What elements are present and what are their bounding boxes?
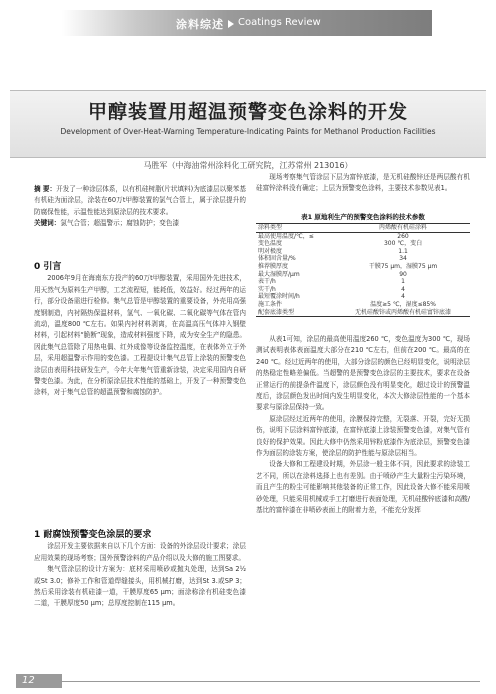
title-box (10, 90, 486, 158)
section-1-paragraph-2: 集气管涂层的设计方案为：底材采用喷砂或抛丸处理，达到Sa 2½或St 3.0；修补工作和管道焊缝接头，用机械打磨，达到St 3.或SP 3；然后采用涂装有机硅漆一道，干膜厚度65 μm；面涂称涂有机硅变色漆二道，干膜厚度50 μm；总厚度控制在115 μm。 (34, 565, 246, 608)
section-header-bar (0, 8, 496, 38)
table-row (256, 240, 470, 248)
table-cell: 最大湿膜厚/μm (258, 270, 300, 278)
table-cell: 90 (399, 270, 407, 278)
abstract-label: 摘 要： (34, 185, 57, 193)
table-cell: 体积固含量/% (258, 255, 296, 263)
table-cell: 4 (401, 285, 405, 293)
table-cell: 施工条件 (258, 300, 283, 308)
table-row (256, 255, 470, 263)
table-cell: 变色温度 (258, 240, 283, 248)
section-1-paragraph-1: 涂层开发主要依据来自以下几个方面：设备的外涂层设计要求；涂层应用效果的现场考察；国外预警涂料的产品介绍以及大修的施工图要求。 (34, 542, 246, 562)
table-1-grid (256, 223, 470, 317)
right-paragraph-3: 原涂层经过近两年的使用，涂膜保持完整，无裂落、开裂，完好无损伤，说明下层涂料富锌底漆，在富锌底漆上涂装预警变色漆，对集气管有良好的保护效果。因此大修中仍然采用锌粉底漆作为底涂层，预警变色漆作为面层的涂装方案，使涂层的防护性能与原涂层相当。 (256, 414, 470, 458)
keywords-label: 关键词： (34, 219, 61, 228)
right-paragraph-4: 设备大修和工程建设时期，外层涂一般主体不同，因此要求的涂装工艺不同，所以在涂料选择上也有差别。由于喷砂产生大量粉尘污染环境，而且产生的粉尘可能影响其他装备的正常工作，因此设备大修不能采用喷砂处理，只能采用机械或手工打磨进行表面处理，无机硅酸锌底漆和高酸/基比的富锌漆在非喷砂表面上的附着力差，不能充分发挥 (256, 460, 470, 515)
arrow-icon (228, 20, 234, 28)
abstract-text: 开发了一种涂层体系，以有机硅树脂(片状填料)为底漆层以聚苯基有机硅为面涂层，涂装在60万t甲醇装置的氯气合管上，属于涂层提升的防腐保性能，示温性能达到原涂层的技术要求。 (34, 185, 246, 216)
table-cell: 实干/h (258, 285, 276, 293)
table-row (256, 263, 470, 271)
table-cell: 最高使用温度/℃，≤ (258, 232, 314, 240)
table-cell: 34 (399, 255, 407, 263)
table-header-row (256, 224, 470, 233)
table-header-cell: 涂料类型 (256, 224, 336, 233)
table-cell: 1 (401, 278, 405, 286)
table-cell: 温度≥5 ℃，湿度≤85% (370, 300, 436, 308)
section-1 (34, 530, 246, 610)
keywords-text: 氯气合管；超温警示；腐蚀防护；变色漆 (60, 219, 180, 228)
table-cell: 最短覆涂时间/h (258, 293, 300, 301)
table-cell: 配套底漆类型 (256, 309, 336, 317)
section-name-en: Coatings Review (238, 17, 321, 28)
table-row (256, 278, 470, 286)
table-row (256, 271, 470, 279)
table-row (256, 232, 470, 240)
section-0-title: 0 引言 (34, 262, 62, 272)
right-body (256, 334, 470, 517)
page-number: 12 (16, 674, 62, 688)
table-1 (256, 212, 470, 317)
section-0-paragraph: 2006年9月在海南东方投产的60万t甲醇装置，采用国外先进技术，用天然气为原料生产甲醇，工艺流程短，能耗低，效益好。经过两年的运行，部分设备需进行检修。集气总管是甲醇装置的重要设备，外壳用高强度钢制造，内衬隔热保温材料，氢气、一氧化碳、二氧化碳等气体在管内流动，温度800 ℃左右。如果内衬材料剥离，在高温高压气体冲入钢壁材料，引起材料“脆断”现象，造成材料强度下降，成为安全生产的隐患。因此集气总管除了用热电偶、红外成像等设备监控温度，在表体外立于外层，采用超温警示作用的变色漆。工程提设计集气总管上涂装的预警变色涂层由表用科技研发生产，今年大年集气管重新涂装，决定采用国内自研警变色漆。为此，在分析原涂层技术性能的基础上，开发了一种预警变色涂料，对于集气总管的超温预警和腐蚀防护。 (34, 274, 246, 397)
table-cell: 1.1 (398, 247, 408, 255)
table-cell: 无机硅酸锌或丙烯酸有机硅富锌底漆 (336, 309, 470, 317)
table-cell: 表干/h (258, 278, 276, 286)
section-0 (34, 262, 246, 399)
table-cell: 干膜75 μm，湿膜75 μm (368, 262, 438, 270)
footer-rule (60, 681, 480, 682)
table-cell: 明对极度 (258, 247, 283, 255)
table-row (256, 301, 470, 309)
table-header-cell: 丙烯酸有机硅涂料 (336, 224, 470, 233)
table-1-caption: 表1 原地利生产的预警变色涂料的技术参数 (301, 213, 425, 221)
article-title-en: Development of Over-Heat-Warning Temperature-Indicating Paints for Methanol Production Facilities (60, 127, 436, 136)
right-paragraph-2: 从表1可知，涂层的最高使用温度260 ℃，变色温度为300 ℃，现场测试表明表体表面温度大部分在210 ℃左右，但前在200 ℃。最高的在240 ℃。经过近两年的使用，大部分涂层的颜色已经明显变化，说明涂层的热稳定性略差偏低。当超警的是预警变色涂层的主要技术，要求在设备正常运行的前提条件温度下，涂层颜色没有明显变化，超过设计的预警温度后，涂层颜色发出时间内发生明显变化，本次大修涂层性能的一个基本要求与原涂层保持一致。 (256, 335, 470, 412)
abstract-block (34, 184, 246, 230)
section-name-cn: 涂料综述 (176, 18, 224, 31)
table-cell: 300 ℃，变白 (383, 240, 423, 248)
right-intro (256, 172, 470, 195)
table-row (256, 293, 470, 301)
article-title-cn: 甲醇装置用超温预警变色涂料的开发 (87, 101, 408, 123)
section-1-title: 1 耐腐蚀预警变色涂层的要求 (34, 530, 152, 540)
table-cell: 推荐膜厚度 (258, 262, 289, 270)
table-cell: 260 (397, 232, 409, 240)
right-paragraph-1: 现场考察集气管涂层下层为富锌底漆，是无机硅酸锌还是两层酸有机硅富锌涂料没有确定；上层为预警变色涂料，主要技术参数见表1。 (256, 173, 470, 193)
table-cell: 4 (401, 293, 405, 301)
author-line: 马胜军（中海油常州涂料化工研究院，江苏常州 213016） (143, 161, 353, 170)
table-row (256, 309, 470, 317)
